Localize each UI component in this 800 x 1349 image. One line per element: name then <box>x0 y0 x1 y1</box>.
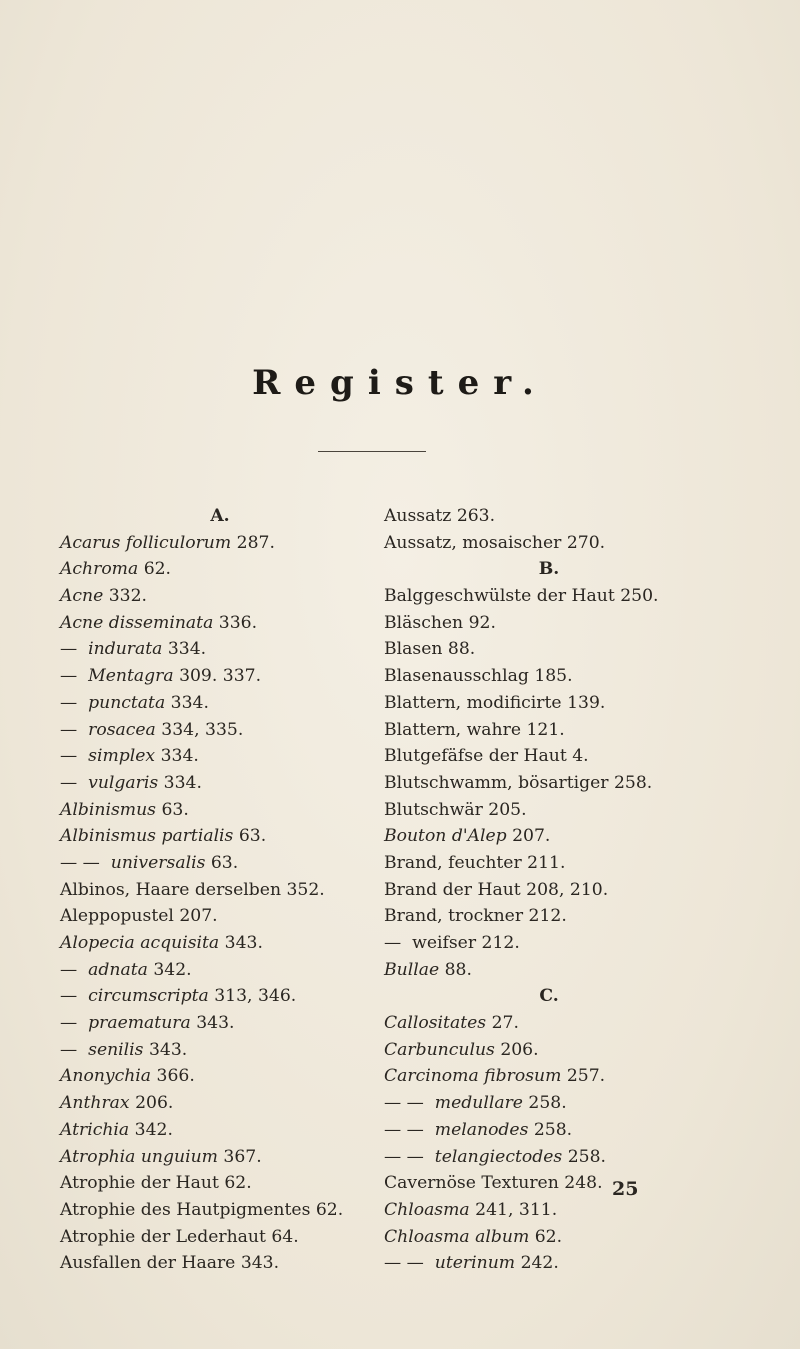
index-entry <box>384 1090 794 1117</box>
entry-term: Aussatz, mosaischer <box>384 532 562 553</box>
index-entry <box>384 1063 794 1090</box>
entry-term: indurata <box>88 639 163 660</box>
entry-term: Blutschwamm, bösartiger <box>384 772 609 793</box>
entry-pages: 250. <box>620 586 659 607</box>
entry-pages: 62. <box>315 1199 344 1220</box>
entry-term: praematura <box>88 1013 191 1034</box>
index-entry <box>60 770 390 797</box>
index-entry <box>60 530 390 557</box>
ditto-dash: — — <box>384 1253 424 1274</box>
entry-pages: 207. <box>512 826 551 847</box>
ditto-dash: — <box>60 639 78 660</box>
entry-pages: 63. <box>238 826 267 847</box>
index-entry <box>384 877 794 904</box>
entry-pages: 185. <box>534 666 573 687</box>
entry-pages: 63. <box>161 799 189 820</box>
index-entry <box>60 610 390 637</box>
entry-term: Anonychia <box>60 1066 152 1087</box>
entry-term: Callositates <box>384 1013 487 1034</box>
index-entry <box>60 1224 390 1251</box>
entry-pages: 257. <box>566 1066 606 1087</box>
index-entry <box>384 717 794 744</box>
index-entry <box>60 903 390 930</box>
entry-pages: 342. <box>153 959 192 980</box>
entry-pages: 212. <box>528 906 567 927</box>
index-entry <box>60 1037 390 1064</box>
entry-term: simplex <box>88 746 156 767</box>
entry-term: Atrichia <box>60 1119 130 1140</box>
ditto-dash: — <box>60 772 78 793</box>
entry-pages: 258. <box>614 772 653 793</box>
entry-pages: 270. <box>566 532 606 553</box>
index-entry <box>384 503 794 530</box>
entry-pages: 287. <box>236 532 275 553</box>
entry-pages: 241, 311. <box>475 1199 558 1220</box>
entry-pages: 343. <box>148 1039 188 1060</box>
entry-pages: 352. <box>286 879 325 900</box>
entry-term: Blutgefäfse der Haut <box>384 746 567 767</box>
index-column-left <box>60 503 390 1277</box>
entry-term: Bullae <box>384 959 440 980</box>
entry-pages: 366. <box>156 1066 195 1087</box>
entry-term: Carbunculus <box>384 1039 495 1060</box>
index-entry <box>60 877 390 904</box>
ditto-dash: — <box>60 666 78 687</box>
entry-pages: 62. <box>224 1173 252 1194</box>
section-letter: B. <box>538 559 560 580</box>
entry-term: Cavernöse Texturen <box>384 1173 559 1194</box>
title-rule <box>318 451 426 452</box>
index-entry <box>60 930 390 957</box>
index-entry <box>384 1224 794 1251</box>
entry-pages: 208, 210. <box>526 879 609 900</box>
entry-term: rosacea <box>88 719 156 740</box>
entry-term: weifser <box>412 933 477 953</box>
index-entry <box>384 636 794 663</box>
entry-term: Atrophia unguium <box>60 1146 218 1167</box>
ditto-dash: — <box>60 1039 78 1060</box>
entry-term: medullare <box>434 1093 523 1114</box>
index-entry <box>384 903 794 930</box>
index-entry <box>60 1170 390 1197</box>
entry-pages: 367. <box>223 1146 262 1167</box>
entry-term: senilis <box>88 1039 144 1060</box>
ditto-dash: — — <box>384 1146 424 1167</box>
entry-term: adnata <box>88 959 148 980</box>
entry-term: Atrophie der Lederhaut <box>60 1226 266 1247</box>
index-entry <box>60 663 390 690</box>
entry-pages: 64. <box>271 1226 299 1247</box>
index-entry <box>60 717 390 744</box>
entry-term: Bläschen <box>384 612 464 633</box>
ditto-dash: — <box>384 933 402 953</box>
entry-pages: 63. <box>210 852 239 873</box>
entry-pages: 334. <box>167 639 207 660</box>
entry-term: Brand der Haut <box>384 879 521 900</box>
index-entry <box>60 1197 390 1224</box>
entry-term: Acne disseminata <box>60 612 214 633</box>
entry-pages: 332. <box>108 586 148 607</box>
entry-pages: 248. <box>564 1173 603 1194</box>
entry-term: Acne <box>60 586 104 607</box>
entry-pages: 258. <box>533 1119 573 1140</box>
entry-pages: 88. <box>444 959 472 980</box>
index-entry <box>60 636 390 663</box>
entry-pages: 206. <box>135 1093 174 1114</box>
entry-pages: 343. <box>224 933 263 953</box>
entry-term: Atrophie des Hautpigmentes <box>60 1199 311 1220</box>
entry-pages: 4. <box>572 746 589 767</box>
index-entry <box>384 1117 794 1144</box>
ditto-dash: — <box>60 692 78 713</box>
section-letter: A. <box>210 506 230 526</box>
entry-term: Albinos, Haare derselben <box>60 879 282 900</box>
entry-term: Albinismus <box>60 799 156 820</box>
index-entry <box>384 1144 794 1171</box>
entry-pages: 313, 346. <box>214 986 297 1007</box>
index-entry <box>60 1144 390 1171</box>
entry-term: Bouton d'Alep <box>384 826 507 847</box>
ditto-dash: — <box>60 719 78 740</box>
entry-pages: 207. <box>179 906 218 927</box>
entry-term: uterinum <box>434 1253 516 1274</box>
index-entry <box>384 743 794 770</box>
entry-pages: 62. <box>143 559 172 580</box>
ditto-dash: — — <box>384 1093 424 1114</box>
entry-term: Brand, trockner <box>384 906 524 927</box>
index-entry <box>384 530 794 557</box>
ditto-dash: — <box>60 746 78 767</box>
entry-pages: 212. <box>481 933 520 953</box>
entry-pages: 139. <box>567 692 606 713</box>
entry-pages: 211. <box>527 852 566 873</box>
entry-term: punctata <box>88 692 166 713</box>
entry-pages: 334. <box>163 772 202 793</box>
entry-term: Alopecia acquisita <box>60 933 220 953</box>
index-entry <box>60 1117 390 1144</box>
entry-pages: 258. <box>528 1093 567 1114</box>
entry-term: Brand, feuchter <box>384 852 522 873</box>
entry-term: universalis <box>110 852 206 873</box>
index-entry <box>60 797 390 824</box>
entry-pages: 309. 337. <box>179 666 262 687</box>
entry-pages: 206. <box>500 1039 539 1060</box>
entry-term: Carcinoma fibrosum <box>384 1066 562 1087</box>
index-entry <box>384 610 794 637</box>
entry-pages: 92. <box>468 612 496 633</box>
index-entry <box>60 823 390 850</box>
entry-term: Acarus folliculorum <box>60 532 232 553</box>
index-entry <box>384 1010 794 1037</box>
entry-pages: 27. <box>491 1013 519 1034</box>
entry-term: Chloasma album <box>384 1226 530 1247</box>
index-entry <box>60 1090 390 1117</box>
entry-term: Ausfallen der Haare <box>60 1253 236 1274</box>
index-entry <box>384 770 794 797</box>
index-entry <box>384 823 794 850</box>
entry-pages: 88. <box>447 639 476 660</box>
entry-pages: 62. <box>534 1226 563 1247</box>
entry-term: Atrophie der Haut <box>60 1173 219 1194</box>
index-entry <box>60 1063 390 1090</box>
entry-pages: 263. <box>456 506 496 526</box>
index-entry <box>384 850 794 877</box>
entry-term: Aleppopustel <box>60 906 174 927</box>
entry-term: Balggeschwülste der Haut <box>384 586 615 607</box>
entry-term: Blasen <box>384 639 443 660</box>
index-entry <box>60 983 390 1010</box>
entry-term: Aussatz <box>384 506 452 526</box>
ditto-dash: — <box>60 1013 78 1034</box>
ditto-dash: — — <box>384 1119 424 1140</box>
ditto-dash: — — <box>60 852 100 873</box>
index-entry <box>384 957 794 984</box>
index-entry <box>60 1250 390 1277</box>
ditto-dash: — <box>60 959 78 980</box>
index-entry <box>384 663 794 690</box>
index-entry <box>60 1010 390 1037</box>
entry-pages: 334. <box>170 692 209 713</box>
entry-pages: 334, 335. <box>161 719 244 740</box>
section-letter: C. <box>539 986 559 1007</box>
entry-term: telangiectodes <box>434 1146 563 1167</box>
entry-pages: 121. <box>526 719 565 740</box>
index-entry <box>60 583 390 610</box>
page-title: Register. <box>252 363 548 403</box>
entry-term: Blutschwär <box>384 799 483 820</box>
index-entry <box>384 583 794 610</box>
entry-pages: 342. <box>134 1119 173 1140</box>
ditto-dash: — <box>60 986 78 1007</box>
entry-term: Achroma <box>60 559 139 580</box>
index-entry <box>384 690 794 717</box>
entry-term: Anthrax <box>60 1093 130 1114</box>
index-entry <box>384 1250 794 1277</box>
index-entry <box>60 957 390 984</box>
index-entry <box>60 743 390 770</box>
entry-pages: 242. <box>520 1253 559 1274</box>
entry-term: melanodes <box>434 1119 529 1140</box>
entry-pages: 343. <box>196 1013 235 1034</box>
entry-pages: 343. <box>240 1253 280 1274</box>
entry-term: Blattern, wahre <box>384 719 521 740</box>
entry-term: circumscripta <box>88 986 209 1007</box>
index-entry <box>384 1037 794 1064</box>
index-entry <box>384 797 794 824</box>
entry-pages: 205. <box>488 799 527 820</box>
index-entry <box>60 556 390 583</box>
entry-term: vulgaris <box>88 772 159 793</box>
entry-pages: 334. <box>160 746 199 767</box>
entry-term: Blasenausschlag <box>384 666 529 687</box>
index-entry <box>384 1170 794 1197</box>
index-entry <box>384 930 794 957</box>
entry-term: Chloasma <box>384 1199 470 1220</box>
index-column-right <box>384 503 794 1277</box>
entry-pages: 336. <box>218 612 258 633</box>
entry-pages: 258. <box>567 1146 606 1167</box>
entry-term: Mentagra <box>88 666 174 687</box>
signature-mark: 25 <box>612 1178 639 1200</box>
index-entry <box>60 690 390 717</box>
index-entry <box>384 1197 794 1224</box>
entry-term: Blattern, modificirte <box>384 692 562 713</box>
index-entry <box>60 850 390 877</box>
entry-term: Albinismus partialis <box>60 826 234 847</box>
